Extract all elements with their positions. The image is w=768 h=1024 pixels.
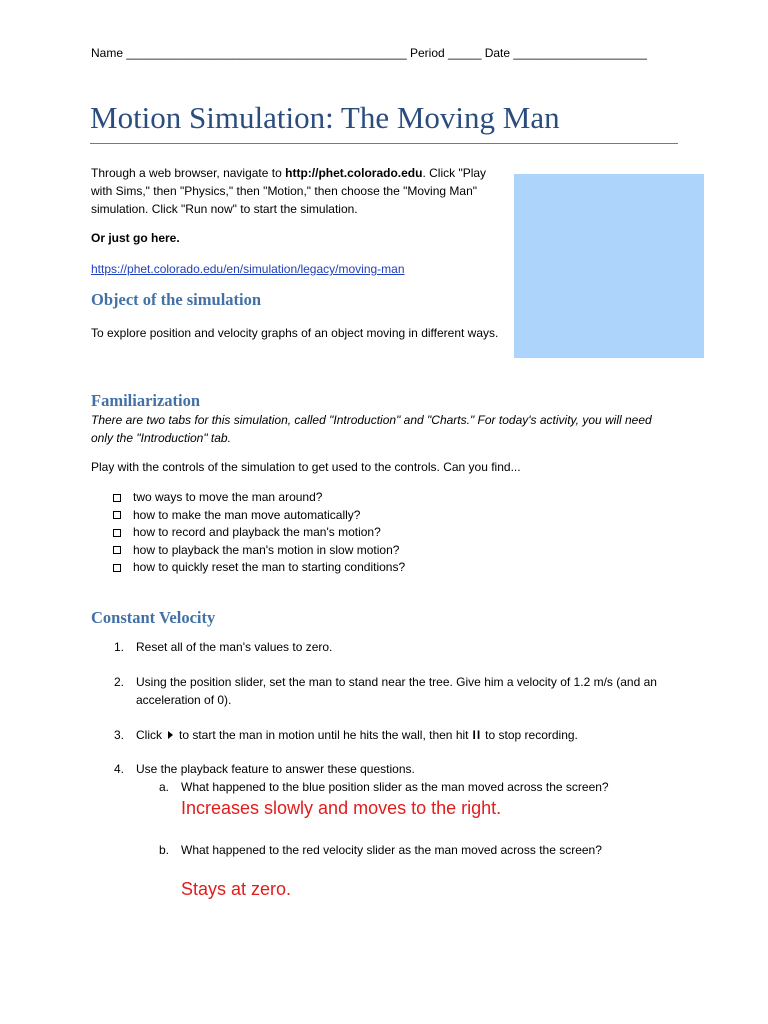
title-rule [90, 143, 678, 144]
header-line: Name __________________________________________ Period _____ Date ____________________ [91, 46, 647, 60]
answer-a: Increases slowly and moves to the right. [181, 798, 502, 818]
checkbox-icon[interactable] [113, 494, 121, 502]
simulation-link[interactable]: https://phet.colorado.edu/en/simulation/legacy/moving-man [91, 262, 405, 276]
checkbox-icon[interactable] [113, 546, 121, 554]
checkbox-icon[interactable] [113, 564, 121, 572]
intro-text-a: Through a web browser, navigate to [91, 166, 286, 180]
checkbox-icon[interactable] [113, 529, 121, 537]
intro-paragraph [91, 164, 491, 218]
checklist-item: how to playback the man's motion in slow motion? [113, 542, 405, 560]
step-3: 3. Click to start the man in motion until he hits the wall, then hit II to stop recording. [114, 728, 578, 742]
checklist-item: how to make the man move automatically? [113, 507, 405, 525]
object-heading: Object of the simulation [91, 290, 262, 309]
go-here-text: Or just go here. [91, 231, 180, 245]
question-a: a. What happened to the blue position slider as the man moved across the screen? [159, 780, 609, 794]
phet-url: http://phet.colorado.edu [285, 166, 423, 180]
play-icon [168, 731, 173, 739]
familiarization-heading: Familiarization [91, 391, 201, 410]
answer-b: Stays at zero. [181, 879, 292, 899]
step-1: 1. Reset all of the man's values to zero. [114, 640, 333, 654]
checklist-item: two ways to move the man around? [113, 489, 405, 507]
checklist [113, 489, 405, 577]
intro-text-b: . Click "Play with Sims," then "Physics," then "Motion," then choose the "Moving Man" simulation. Click "Run now" to start the simulation. [91, 166, 487, 216]
page-title: Motion Simulation: The Moving Man [90, 100, 560, 135]
checklist-item: how to record and playback the man's motion? [113, 524, 405, 542]
checkbox-icon[interactable] [113, 511, 121, 519]
familiarization-note: There are two tabs for this simulation, called "Introduction" and "Charts." For today's activity, you will need only the "Introduction" tab. [91, 413, 652, 445]
checklist-item: how to quickly reset the man to starting conditions? [113, 559, 405, 577]
step-4: 4. Use the playback feature to answer these questions. [114, 762, 415, 776]
image-placeholder [514, 174, 704, 358]
pause-icon: II [472, 728, 482, 742]
constant-velocity-heading: Constant Velocity [91, 608, 216, 627]
question-b: b. What happened to the red velocity slider as the man moved across the screen? [159, 843, 602, 857]
object-text: To explore position and velocity graphs of an object moving in different ways. [91, 326, 499, 340]
familiarization-prompt: Play with the controls of the simulation to get used to the controls. Can you find... [91, 460, 521, 474]
step-2: 2. Using the position slider, set the man to stand near the tree. Give him a velocity of 1.2 m/s (and an acceleration of 0). [114, 675, 657, 707]
